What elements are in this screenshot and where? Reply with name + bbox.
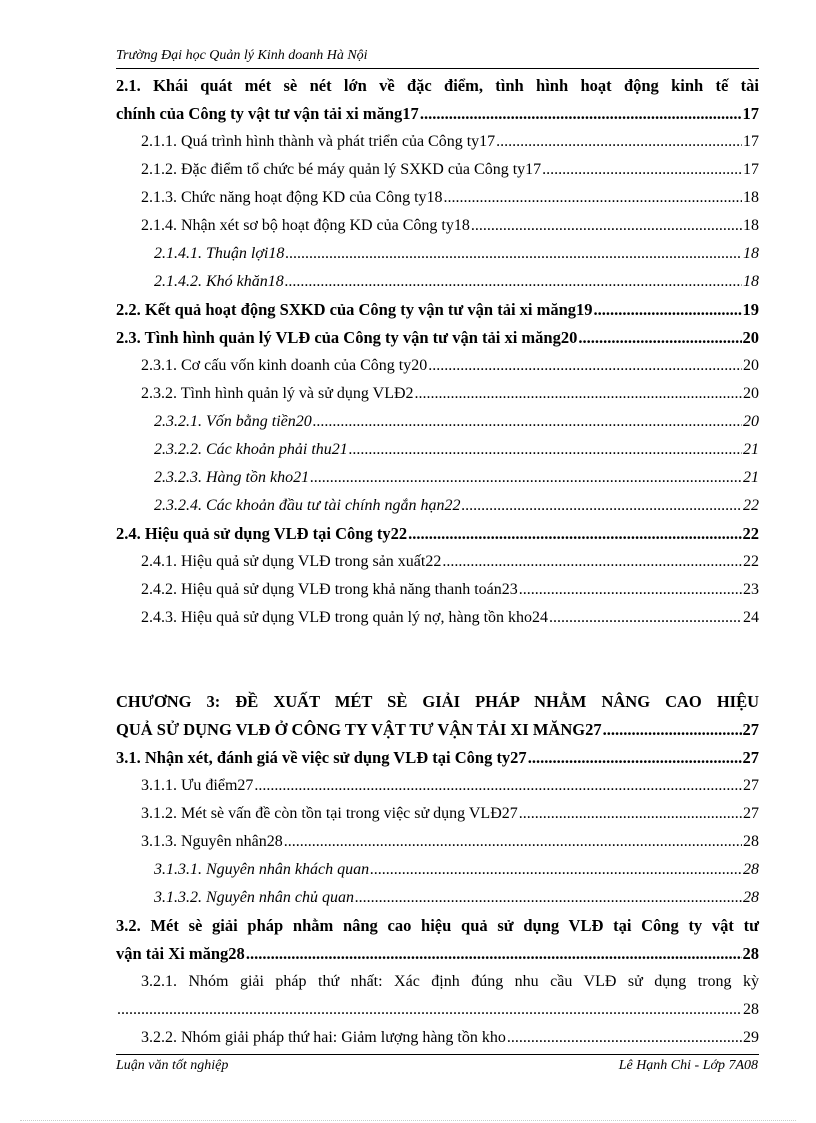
toc-entry	[116, 436, 759, 464]
toc-page-number: 24	[743, 609, 759, 626]
toc-entry-text: QUẢ SỬ DỤNG VLĐ Ở CÔNG TY VẬT TƯ VẬN TẢI XI MĂNG27	[116, 720, 602, 739]
toc-entry-text: 3.1.3.1. Nguyên nhân khách quan	[154, 861, 370, 878]
dot-leader	[496, 128, 742, 156]
toc-entry-line	[116, 72, 759, 100]
toc-entry-line	[116, 716, 759, 744]
toc-page-number: 17	[742, 104, 759, 123]
toc-page-number: 21	[743, 441, 759, 458]
dot-leader	[461, 492, 742, 520]
toc-entry-text: 2.1.2. Đặc điểm tổ chức bé máy quản lý SXKD của Công ty17	[141, 161, 542, 178]
header-rule	[116, 68, 759, 69]
toc-page-number: 28	[742, 944, 759, 963]
dot-leader	[519, 576, 742, 604]
toc-entry-text: 2.3.1. Cơ cấu vốn kinh doanh của Công ty20	[141, 357, 428, 374]
toc-page-number: 18	[743, 189, 759, 206]
toc-entry-text: 3.1.3. Nguyên nhân28	[141, 833, 283, 850]
toc-page-number: 28	[743, 833, 759, 850]
toc-page-number: 20	[742, 328, 759, 347]
dot-leader	[603, 716, 742, 744]
dot-leader	[285, 268, 742, 296]
dot-leader	[442, 548, 742, 576]
footer-left: Luận văn tốt nghiệp	[116, 1058, 229, 1073]
toc-entry-text: 2.1.4.2. Khó khăn18	[154, 273, 284, 290]
dot-leader	[408, 520, 741, 548]
toc-entry-text: 2.3.2.2. Các khoản phải thu21	[154, 441, 348, 458]
toc-entry-text: 2.4.1. Hiệu quả sử dụng VLĐ trong sản xuất22	[141, 553, 442, 570]
toc-entry	[116, 744, 759, 772]
toc-entry-text: 2.1. Khái quát mét sè nét lớn về đặc điểm, tình hình hoạt động kinh tế tài	[116, 76, 759, 95]
dot-leader	[519, 800, 742, 828]
toc-entry	[116, 156, 759, 184]
toc-page-number: 21	[743, 469, 759, 486]
toc-entry-text: 3.2.1. Nhóm giải pháp thứ nhất: Xác định đúng nhu cầu VLĐ sử dụng trong kỳ	[141, 973, 759, 990]
dot-leader	[578, 324, 741, 352]
toc-page-number: 22	[743, 497, 759, 514]
toc-page-number: 28	[743, 1001, 759, 1018]
toc-entry-text: 3.2.2. Nhóm giải pháp thứ hai: Giảm lượng hàng tồn kho	[141, 1029, 506, 1046]
toc-entry-text: 2.3.2.3. Hàng tồn kho21	[154, 469, 310, 486]
toc-entry	[116, 520, 759, 548]
toc-page-number: 22	[742, 524, 759, 543]
toc-entry	[116, 352, 759, 380]
toc-entry	[116, 380, 759, 408]
toc-page-number: 17	[743, 161, 759, 178]
toc-entry-text: 2.2. Kết quả hoạt động SXKD của Công ty vận tư vận tải xi măng19	[116, 300, 593, 319]
dot-leader	[415, 380, 742, 408]
toc-page-number: 28	[743, 861, 759, 878]
dot-leader	[549, 604, 742, 632]
dot-leader	[285, 240, 742, 268]
dot-leader	[507, 1024, 742, 1052]
toc-entry-text: 2.3.2. Tình hình quản lý và sử dụng VLĐ2	[141, 385, 414, 402]
toc-entry-line	[116, 968, 759, 996]
toc-entry	[116, 324, 759, 352]
toc-page-number: 19	[742, 300, 759, 319]
toc-entry-text: 3.1.2. Mét sè vấn đề còn tồn tại trong việc sử dụng VLĐ27	[141, 805, 518, 822]
dot-leader	[313, 408, 742, 436]
toc-entry-line	[116, 940, 759, 968]
page-edge	[20, 1120, 796, 1121]
toc-entry-text: 3.1. Nhận xét, đánh giá về việc sử dụng VLĐ tại Công ty27	[116, 748, 527, 767]
toc-entry	[116, 212, 759, 240]
toc-entry-text: 2.3. Tình hình quản lý VLĐ của Công ty vận tư vận tải xi măng20	[116, 328, 578, 347]
toc-entry-text: 2.3.2.4. Các khoản đầu tư tài chính ngắn hạn22	[154, 497, 461, 514]
toc-entry-line	[116, 912, 759, 940]
dot-leader	[254, 772, 742, 800]
footer-right: Lê Hạnh Chi - Lớp 7A08	[618, 1058, 758, 1073]
dot-leader	[594, 296, 742, 324]
toc-page-number: 27	[742, 720, 759, 739]
dot-leader	[444, 184, 742, 212]
toc-entry-text: 2.1.4. Nhận xét sơ bộ hoạt động KD của Công ty18	[141, 217, 470, 234]
toc-page-number: 17	[743, 133, 759, 150]
page-header: Trường Đại học Quản lý Kinh doanh Hà Nội	[116, 48, 368, 63]
dot-leader	[349, 436, 742, 464]
toc-entry	[116, 772, 759, 800]
dot-leader	[355, 884, 742, 912]
dot-leader	[284, 828, 742, 856]
toc-page-number: 27	[743, 777, 759, 794]
dot-leader	[542, 156, 742, 184]
toc-entry	[116, 408, 759, 436]
toc-page-number: 20	[743, 357, 759, 374]
toc-page-number: 29	[743, 1029, 759, 1046]
toc-entry	[116, 492, 759, 520]
toc-entry	[116, 576, 759, 604]
toc-entry-text: 3.1.1. Ưu điểm27	[141, 777, 254, 794]
toc-entry-text: 2.4. Hiệu quả sử dụng VLĐ tại Công ty22	[116, 524, 408, 543]
toc-entry	[116, 1024, 759, 1052]
toc-page-number: 18	[743, 273, 759, 290]
toc-entry	[116, 884, 759, 912]
toc-page-number: 20	[743, 385, 759, 402]
toc-entry	[116, 604, 759, 632]
toc-entry-text: vận tải Xi măng28	[116, 944, 245, 963]
toc-page-number: 20	[743, 413, 759, 430]
dot-leader	[528, 744, 742, 772]
dot-leader	[370, 856, 742, 884]
toc-entry	[116, 828, 759, 856]
toc-entry-line	[116, 688, 759, 716]
dot-leader	[117, 996, 742, 1024]
toc-entry-text: 3.2. Mét sè giải pháp nhằm nâng cao hiệu quả sử dụng VLĐ tại Công ty vật tư	[116, 916, 759, 935]
toc-page-number: 27	[742, 748, 759, 767]
toc-entry-text: 2.3.2.1. Vốn bằng tiền20	[154, 413, 312, 430]
toc-entry	[116, 268, 759, 296]
toc-page-number: 18	[743, 217, 759, 234]
toc-page-number: 27	[743, 805, 759, 822]
toc-page-number: 23	[743, 581, 759, 598]
dot-leader	[246, 940, 742, 968]
toc-entry	[116, 548, 759, 576]
dot-leader	[471, 212, 742, 240]
dot-leader	[310, 464, 742, 492]
footer-rule	[116, 1054, 759, 1055]
toc-entry-line	[116, 996, 759, 1024]
toc-entry-text: chính của Công ty vật tư vận tải xi măng17	[116, 104, 419, 123]
toc-page-number: 18	[743, 245, 759, 262]
dot-leader	[420, 100, 742, 128]
toc-page-number: 22	[743, 553, 759, 570]
toc-entry-text: 2.4.3. Hiệu quả sử dụng VLĐ trong quản lý nợ, hàng tồn kho24	[141, 609, 549, 626]
toc-page-number: 28	[743, 889, 759, 906]
toc-entry	[116, 856, 759, 884]
toc-entry-text: 2.1.4.1. Thuận lợi18	[154, 245, 285, 262]
toc-entry	[116, 464, 759, 492]
toc-entry	[116, 800, 759, 828]
dot-leader	[428, 352, 742, 380]
toc-entry-text: CHƯƠNG 3: ĐỀ XUẤT MÉT SÈ GIẢI PHÁP NHẰM NÂNG CAO HIỆU	[116, 692, 759, 711]
toc-entry-text: 2.1.1. Quá trình hình thành và phát triển của Công ty17	[141, 133, 496, 150]
toc-entry-line	[116, 100, 759, 128]
toc-entry	[116, 296, 759, 324]
toc-entry-text: 2.1.3. Chức năng hoạt động KD của Công ty18	[141, 189, 443, 206]
toc-entry	[116, 240, 759, 268]
toc-entry-text: 3.1.3.2. Nguyên nhân chủ quan	[154, 889, 354, 906]
toc-entry-text: 2.4.2. Hiệu quả sử dụng VLĐ trong khả năng thanh toán23	[141, 581, 518, 598]
toc-entry	[116, 128, 759, 156]
toc-entry	[116, 184, 759, 212]
